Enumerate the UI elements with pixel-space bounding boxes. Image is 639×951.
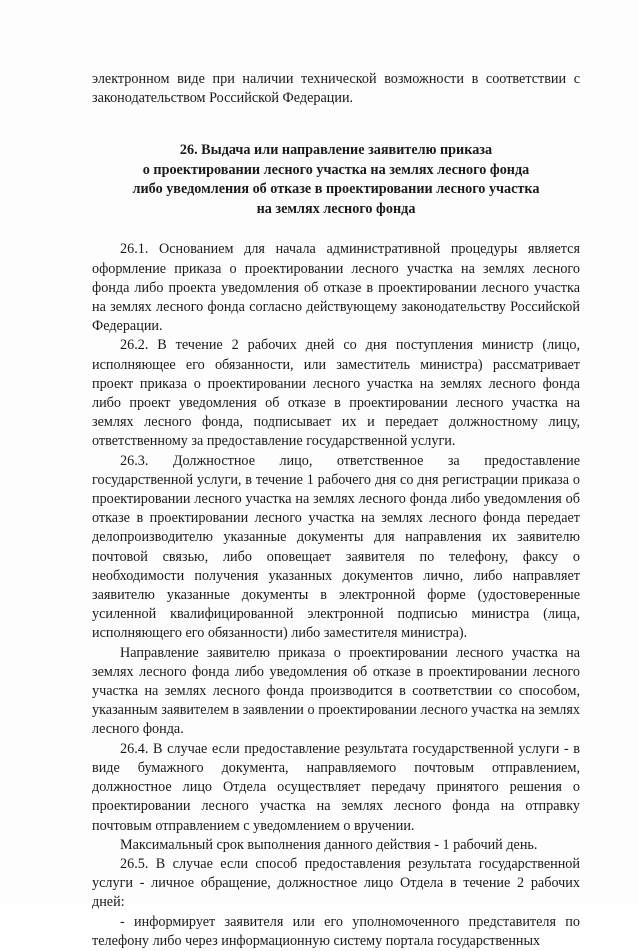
paragraph-26-1: 26.1. Основанием для начала административной процедуры является оформление приказа о проектировании лесного участка на землях лесного фонда либо проекта уведомления об отказе в проектировании лесного участка на землях лесного фонда согласно действующему законодательству Российской Федерации.: [92, 241, 580, 335]
paragraph-26-5: 26.5. В случае если способ предоставления результата государственной услуги - личное обращение, должностное лицо Отдела в течение 2 рабочих дней:: [92, 855, 580, 911]
paragraph-inform: - информирует заявителя или его уполномоченного представителя по телефону либо через информационную систему портала государственных: [92, 913, 580, 949]
section-heading-line: 26. Выдача или направление заявителю приказа: [179, 142, 493, 159]
paragraph-26-4: 26.4. В случае если предоставление результата государственной услуги - в виде бумажного документа, направляемого почтовым отправлением, должностное лицо Отдела осуществляет передачу принятого решения о проектировании лесного участка на землях лесного фонда на отправку почтовым отправлением с уведомлением о вручении.: [92, 740, 580, 834]
document-body: [92, 70, 580, 951]
paragraph-delivery: Направление заявителю приказа о проектировании лесного участка на землях лесного фонда либо уведомления об отказе в проектировании лесного участка на землях лесного фонда производится в соответствии со способом, указанным заявителем в заявлении о проектировании лесного участка на землях лесного фонда.: [92, 644, 580, 738]
paragraph-26-2: 26.2. В течение 2 рабочих дней со дня поступления министр (лицо, исполняющее его обязанности, или заместитель министра) рассматривает проект приказа о проектировании лесного участка на землях лесного фонда либо проект уведомления об отказе в проектировании лесного участка на землях лесного фонда, подписывает их и передает должностному лицу, ответственному за предоставление государственной услуги.: [92, 337, 580, 450]
section-heading: [92, 141, 580, 219]
section-heading-line: либо уведомления об отказе в проектировании лесного участка: [132, 181, 540, 198]
section-heading-line: на землях лесного фонда: [256, 200, 416, 217]
paragraph-max-term: Максимальный срок выполнения данного действия - 1 рабочий день.: [120, 836, 538, 853]
section-heading-line: о проектировании лесного участка на землях лесного фонда: [142, 161, 530, 178]
paragraph-26-3: 26.3. Должностное лицо, ответственное за предоставление государственной услуги, в течение 1 рабочего дня со дня регистрации приказа о проектировании лесного участка на землях лесного фонда либо уведомления об отказе в проектировании лесного участка на землях лесного фонда передает делопроизводителю указанные документы для направления их заявителю почтовой связью, либо оповещает заявителя по телефону, факсу о необходимости получения указанных документов лично, либо направляет заявителю указанные документы в электронной форме (удостоверенные усиленной квалифицированной электронной подписью министра (лица, исполняющего его обязанности) либо заместителя министра).: [92, 452, 580, 642]
intro-paragraph: электронном виде при наличии технической возможности в соответствии с законодательством Российской Федерации.: [92, 71, 580, 107]
